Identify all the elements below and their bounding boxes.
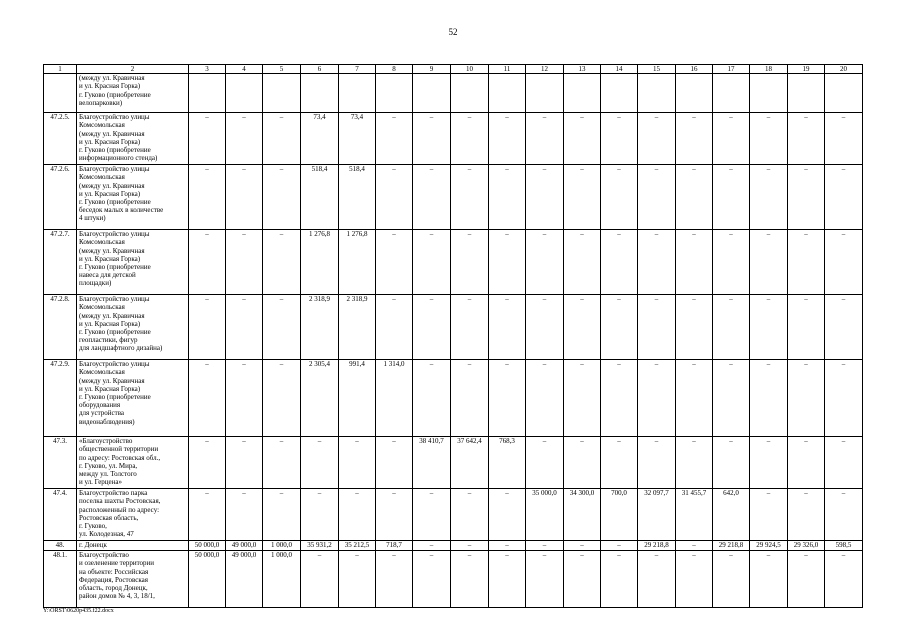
header-cell: 1	[44, 65, 77, 74]
table-row	[44, 489, 863, 541]
value-cell	[189, 74, 226, 113]
row-description: г. Донецк	[77, 541, 189, 551]
value-cell: –	[713, 165, 750, 230]
value-cell: –	[750, 295, 788, 360]
value-cell: –	[451, 360, 489, 437]
value-cell: –	[750, 165, 788, 230]
header-cell: 3	[189, 65, 226, 74]
row-description: Благоустройство улицы Комсомольская (между ул. Кравичная и ул. Красная Горка) г. Гуково (приобретение беседок малых в количестве 4 штуки)	[77, 165, 189, 230]
value-cell: –	[301, 489, 339, 541]
row-description: (между ул. Кравичная и ул. Красная Горка) г. Гуково (приобретение велопарковки)	[77, 74, 189, 113]
value-cell: –	[564, 541, 601, 551]
value-cell: –	[601, 295, 638, 360]
value-cell: –	[413, 295, 451, 360]
value-cell: 34 300,0	[564, 489, 601, 541]
value-cell: –	[263, 295, 301, 360]
value-cell: –	[489, 489, 526, 541]
value-cell: –	[226, 165, 263, 230]
value-cell: –	[638, 551, 676, 608]
value-cell: 35 931,2	[301, 541, 339, 551]
value-cell: –	[526, 437, 564, 489]
value-cell: –	[788, 230, 825, 295]
value-cell	[638, 74, 676, 113]
value-cell: –	[489, 295, 526, 360]
budget-table	[43, 64, 863, 608]
value-cell: 73,4	[301, 113, 339, 165]
value-cell: –	[750, 437, 788, 489]
value-cell: –	[376, 437, 413, 489]
value-cell: –	[376, 113, 413, 165]
value-cell: –	[601, 541, 638, 551]
value-cell: –	[750, 360, 788, 437]
value-cell: 31 455,7	[676, 489, 713, 541]
value-cell: –	[713, 437, 750, 489]
value-cell	[489, 74, 526, 113]
value-cell: 50 000,0	[189, 541, 226, 551]
header-cell: 2	[77, 65, 189, 74]
value-cell: –	[638, 437, 676, 489]
value-cell: –	[413, 165, 451, 230]
header-cell: 10	[451, 65, 489, 74]
value-cell: –	[750, 489, 788, 541]
value-cell	[825, 74, 863, 113]
value-cell: –	[489, 360, 526, 437]
value-cell: –	[788, 437, 825, 489]
value-cell: –	[526, 551, 564, 608]
value-cell: –	[526, 113, 564, 165]
value-cell: –	[263, 360, 301, 437]
value-cell: –	[451, 230, 489, 295]
value-cell: –	[451, 165, 489, 230]
value-cell	[376, 74, 413, 113]
value-cell: –	[413, 489, 451, 541]
row-number: 47.2.7.	[44, 230, 77, 295]
value-cell: –	[489, 113, 526, 165]
value-cell: 49 000,0	[226, 551, 263, 608]
value-cell: –	[713, 113, 750, 165]
value-cell: –	[788, 489, 825, 541]
table-row	[44, 551, 863, 608]
row-number: 47.2.5.	[44, 113, 77, 165]
value-cell: –	[676, 165, 713, 230]
table-row	[44, 437, 863, 489]
value-cell: –	[526, 541, 564, 551]
value-cell: 518,4	[301, 165, 339, 230]
value-cell: –	[451, 295, 489, 360]
header-cell: 11	[489, 65, 526, 74]
row-number: 48.1.	[44, 551, 77, 608]
value-cell: –	[788, 295, 825, 360]
header-cell: 7	[339, 65, 376, 74]
value-cell: –	[564, 165, 601, 230]
row-description: Благоустройство парка поселка шахты Ростовская, расположенный по адресу: Ростовская область, г. Гуково, ул. Колодезная, 47	[77, 489, 189, 541]
value-cell: 32 097,7	[638, 489, 676, 541]
header-cell: 19	[788, 65, 825, 74]
value-cell	[301, 74, 339, 113]
value-cell: 1 276,8	[301, 230, 339, 295]
row-number: 47.3.	[44, 437, 77, 489]
value-cell	[601, 74, 638, 113]
page-number: 52	[448, 27, 458, 37]
value-cell: 35 212,5	[339, 541, 376, 551]
value-cell: –	[676, 360, 713, 437]
table-body	[44, 74, 863, 608]
table-row	[44, 74, 863, 113]
value-cell: –	[451, 113, 489, 165]
value-cell: –	[825, 295, 863, 360]
value-cell: –	[226, 113, 263, 165]
value-cell: –	[263, 165, 301, 230]
value-cell: 37 642,4	[451, 437, 489, 489]
value-cell: –	[564, 360, 601, 437]
value-cell	[226, 74, 263, 113]
value-cell: –	[638, 165, 676, 230]
value-cell: –	[713, 295, 750, 360]
value-cell: –	[713, 551, 750, 608]
value-cell: 29 924,5	[750, 541, 788, 551]
value-cell: –	[189, 360, 226, 437]
value-cell: –	[825, 113, 863, 165]
value-cell: –	[489, 165, 526, 230]
value-cell: –	[226, 489, 263, 541]
value-cell: –	[676, 541, 713, 551]
value-cell: –	[451, 541, 489, 551]
header-cell: 13	[564, 65, 601, 74]
value-cell: –	[413, 113, 451, 165]
value-cell: –	[601, 551, 638, 608]
header-cell: 12	[526, 65, 564, 74]
value-cell: –	[489, 551, 526, 608]
value-cell: –	[564, 230, 601, 295]
value-cell: –	[676, 230, 713, 295]
value-cell	[713, 74, 750, 113]
value-cell: 1 000,0	[263, 541, 301, 551]
header-cell: 18	[750, 65, 788, 74]
value-cell: –	[226, 437, 263, 489]
value-cell: –	[301, 551, 339, 608]
value-cell: –	[413, 230, 451, 295]
row-description: «Благоустройство общественной территории по адресу: Ростовская обл., г. Гуково, ул. Мира, между ул. Толстого и ул. Герцена»	[77, 437, 189, 489]
value-cell: –	[825, 165, 863, 230]
value-cell: 1 276,8	[339, 230, 376, 295]
header-cell: 15	[638, 65, 676, 74]
header-cell: 9	[413, 65, 451, 74]
value-cell: –	[189, 113, 226, 165]
row-number: 48.	[44, 541, 77, 551]
value-cell: 29 218,8	[638, 541, 676, 551]
value-cell: –	[263, 230, 301, 295]
value-cell: –	[526, 360, 564, 437]
row-number: 47.4.	[44, 489, 77, 541]
value-cell	[413, 74, 451, 113]
table-row	[44, 295, 863, 360]
value-cell: –	[676, 551, 713, 608]
table-header	[44, 65, 863, 74]
value-cell: –	[750, 113, 788, 165]
value-cell: –	[526, 295, 564, 360]
value-cell: 718,7	[376, 541, 413, 551]
value-cell: 1 000,0	[263, 551, 301, 608]
value-cell	[564, 74, 601, 113]
value-cell: –	[601, 165, 638, 230]
value-cell	[451, 74, 489, 113]
value-cell: 991,4	[339, 360, 376, 437]
value-cell: –	[526, 165, 564, 230]
value-cell: –	[825, 437, 863, 489]
value-cell: –	[564, 551, 601, 608]
value-cell: –	[638, 360, 676, 437]
value-cell: –	[226, 360, 263, 437]
value-cell: –	[263, 489, 301, 541]
value-cell: –	[189, 489, 226, 541]
value-cell: 29 326,0	[788, 541, 825, 551]
value-cell: –	[451, 551, 489, 608]
value-cell: –	[301, 437, 339, 489]
value-cell: 2 318,9	[301, 295, 339, 360]
value-cell: –	[413, 541, 451, 551]
value-cell: –	[226, 230, 263, 295]
value-cell	[750, 74, 788, 113]
value-cell: 73,4	[339, 113, 376, 165]
value-cell	[676, 74, 713, 113]
row-number	[44, 74, 77, 113]
header-cell: 20	[825, 65, 863, 74]
value-cell	[526, 74, 564, 113]
value-cell: –	[788, 360, 825, 437]
file-path-footer: Y:\ORST\0620p435.f22.docx	[43, 608, 114, 614]
value-cell: –	[601, 230, 638, 295]
value-cell: –	[189, 437, 226, 489]
row-description: Благоустройство и озеленение территории на объекте: Российская Федерация, Ростовская область, город Донецк, район домов № 4, 3, 18/1,	[77, 551, 189, 608]
value-cell: –	[825, 489, 863, 541]
value-cell: –	[226, 295, 263, 360]
value-cell: –	[825, 230, 863, 295]
table-row	[44, 165, 863, 230]
value-cell: 29 218,8	[713, 541, 750, 551]
row-number: 47.2.6.	[44, 165, 77, 230]
value-cell	[788, 74, 825, 113]
value-cell: –	[825, 360, 863, 437]
value-cell: 768,3	[489, 437, 526, 489]
header-cell: 16	[676, 65, 713, 74]
value-cell: –	[676, 437, 713, 489]
header-cell: 8	[376, 65, 413, 74]
value-cell: 642,0	[713, 489, 750, 541]
value-cell: –	[376, 165, 413, 230]
value-cell: –	[413, 360, 451, 437]
row-description: Благоустройство улицы Комсомольская (между ул. Кравичная и ул. Красная Горка) г. Гуково (приобретение информационного стенда)	[77, 113, 189, 165]
value-cell: –	[750, 551, 788, 608]
row-description: Благоустройство улицы Комсомольская (между ул. Кравичная и ул. Красная Горка) г. Гуково (приобретение навеса для детской площадки)	[77, 230, 189, 295]
value-cell: 1 314,0	[376, 360, 413, 437]
header-row	[44, 65, 863, 74]
value-cell: –	[413, 551, 451, 608]
value-cell: –	[638, 295, 676, 360]
value-cell: –	[564, 295, 601, 360]
value-cell: –	[564, 437, 601, 489]
row-number: 47.2.8.	[44, 295, 77, 360]
value-cell: –	[263, 113, 301, 165]
value-cell: –	[339, 551, 376, 608]
table-row	[44, 113, 863, 165]
value-cell: –	[376, 295, 413, 360]
value-cell: 50 000,0	[189, 551, 226, 608]
value-cell: –	[376, 551, 413, 608]
value-cell: –	[376, 230, 413, 295]
value-cell: –	[451, 489, 489, 541]
value-cell: –	[189, 295, 226, 360]
header-cell: 4	[226, 65, 263, 74]
value-cell: 2 318,9	[339, 295, 376, 360]
value-cell: –	[601, 113, 638, 165]
value-cell: –	[713, 230, 750, 295]
value-cell: 700,0	[601, 489, 638, 541]
value-cell: –	[788, 113, 825, 165]
value-cell: –	[564, 113, 601, 165]
value-cell: –	[376, 489, 413, 541]
value-cell	[263, 74, 301, 113]
value-cell: –	[825, 551, 863, 608]
table-row	[44, 541, 863, 551]
value-cell: 518,4	[339, 165, 376, 230]
value-cell: –	[676, 295, 713, 360]
header-cell: 14	[601, 65, 638, 74]
value-cell: –	[788, 165, 825, 230]
value-cell: –	[189, 165, 226, 230]
value-cell: 49 000,0	[226, 541, 263, 551]
header-cell: 17	[713, 65, 750, 74]
value-cell: –	[189, 230, 226, 295]
value-cell: –	[601, 437, 638, 489]
value-cell: –	[750, 230, 788, 295]
value-cell: –	[526, 230, 564, 295]
header-cell: 5	[263, 65, 301, 74]
value-cell: –	[713, 360, 750, 437]
value-cell: –	[263, 437, 301, 489]
value-cell: –	[638, 113, 676, 165]
value-cell: –	[676, 113, 713, 165]
value-cell: –	[788, 551, 825, 608]
value-cell	[339, 74, 376, 113]
value-cell: 2 305,4	[301, 360, 339, 437]
value-cell: –	[489, 230, 526, 295]
table-row	[44, 230, 863, 295]
value-cell: –	[339, 489, 376, 541]
row-description: Благоустройство улицы Комсомольская (между ул. Кравичная и ул. Красная Горка) г. Гуково (приобретение геопластики, фигур для ландшафтного дизайна)	[77, 295, 189, 360]
value-cell: –	[489, 541, 526, 551]
value-cell: 35 000,0	[526, 489, 564, 541]
value-cell: 38 410,7	[413, 437, 451, 489]
row-number: 47.2.9.	[44, 360, 77, 437]
row-description: Благоустройство улицы Комсомольская (между ул. Кравичная и ул. Красная Горка) г. Гуково (приобретение оборудования для устройства видеонаблюдения)	[77, 360, 189, 437]
value-cell: –	[601, 360, 638, 437]
value-cell: –	[339, 437, 376, 489]
value-cell: –	[638, 230, 676, 295]
header-cell: 6	[301, 65, 339, 74]
value-cell: 598,5	[825, 541, 863, 551]
table-row	[44, 360, 863, 437]
